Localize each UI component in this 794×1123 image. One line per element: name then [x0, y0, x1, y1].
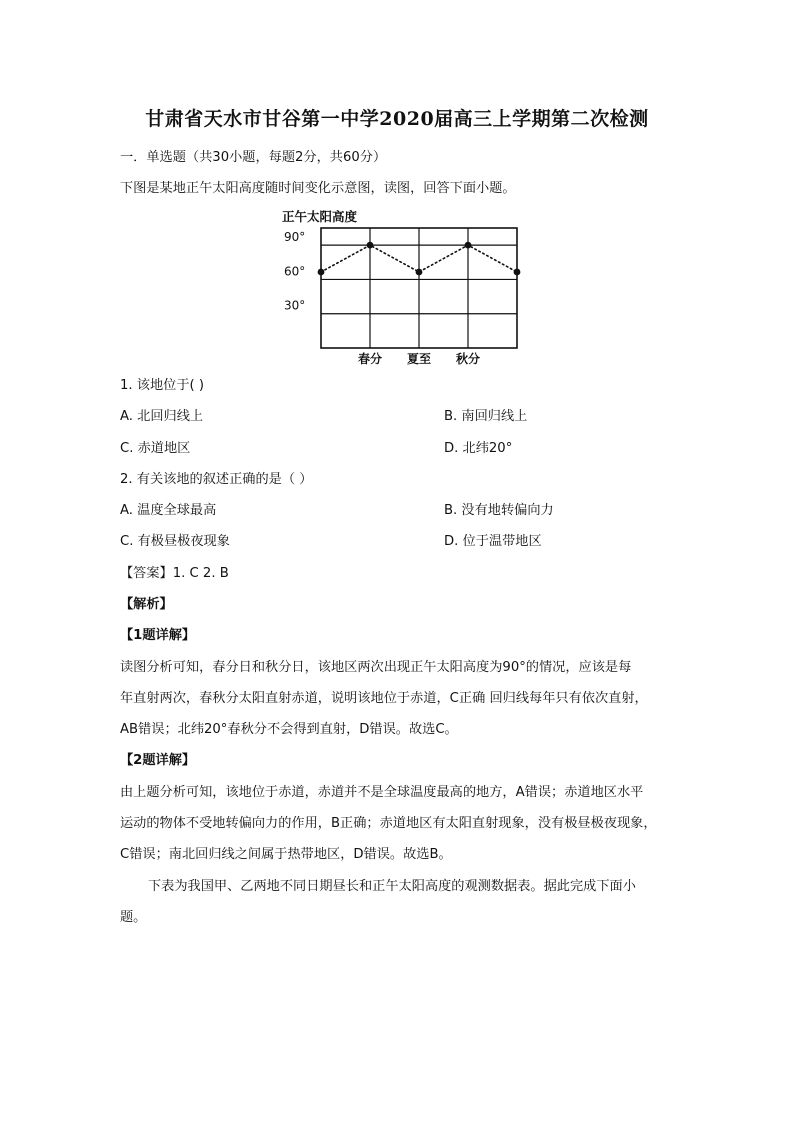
q2-option-d: D. 位于温带地区 [444, 534, 542, 549]
next-intro-line-1: 下表为我国甲、乙两地不同日期昼长和正午太阳高度的观测数据表。据此完成下面小 [148, 879, 636, 894]
chart-x-tick-label: 春分 [357, 352, 383, 366]
chart-x-tick-label: 夏至 [406, 352, 432, 366]
detail1-line-2: 年直射两次，春秋分太阳直射赤道，说明该地位于赤道，C正确 回归线每年只有依次直射， [120, 691, 648, 706]
chart-y-tick-label: 60° [284, 264, 306, 279]
q1-stem: 1. 该地位于( ) [120, 378, 205, 393]
chart-data-point [465, 242, 472, 249]
detail2-line-2: 运动的物体不受地转偏向力的作用，B正确；赤道地区有太阳直射现象，没有极昼极夜现象， [120, 816, 657, 831]
noon-sun-altitude-chart [270, 207, 530, 367]
chart-y-tick-label: 30° [284, 298, 306, 313]
detail2-label: 【2题详解】 [120, 753, 196, 768]
next-intro-line-2: 题。 [120, 910, 147, 925]
chart-data-point [416, 269, 423, 276]
chart-title: 正午太阳高度 [282, 209, 358, 224]
q2-stem: 2. 有关该地的叙述正确的是（ ） [120, 472, 313, 487]
detail2-line-1: 由上题分析可知，该地位于赤道，赤道并不是全球温度最高的地方，A错误；赤道地区水平 [120, 785, 644, 800]
chart-data-point [514, 269, 521, 276]
q2-option-b: B. 没有地转偏向力 [444, 503, 554, 518]
chart-svg [270, 207, 530, 367]
question-intro: 下图是某地正午太阳高度随时间变化示意图，读图，回答下面小题。 [120, 181, 516, 196]
chart-x-tick-label: 秋分 [455, 352, 481, 366]
q2-option-a: A. 温度全球最高 [120, 503, 217, 518]
chart-grid [321, 228, 517, 348]
detail2-line-3: C错误；南北回归线之间属于热带地区，D错误。故选B。 [120, 847, 452, 862]
q1-option-b: B. 南回归线上 [444, 409, 528, 424]
q1-option-d: D. 北纬20° [444, 441, 513, 456]
detail1-label: 【1题详解】 [120, 628, 196, 643]
answer-line: 【答案】1. C 2. B [120, 566, 229, 581]
detail1-line-1: 读图分析可知，春分日和秋分日，该地区两次出现正午太阳高度为90°的情况，应该是每 [120, 660, 632, 675]
chart-y-ticks [284, 230, 305, 313]
chart-x-ticks [358, 351, 480, 366]
chart-y-tick-label: 90° [284, 230, 306, 245]
q1-option-c: C. 赤道地区 [120, 441, 191, 456]
section-heading: 一．单选题（共30小题，每题2分，共60分） [120, 150, 387, 165]
q1-option-a: A. 北回归线上 [120, 409, 204, 424]
chart-data-point [367, 242, 374, 249]
analysis-label: 【解析】 [120, 597, 173, 612]
document-title: 甘肃省天水市甘谷第一中学2020届高三上学期第二次检测 [145, 108, 649, 130]
chart-data-point [318, 269, 325, 276]
q2-option-c: C. 有极昼极夜现象 [120, 534, 230, 549]
detail1-line-3: AB错误；北纬20°春秋分不会得到直射，D错误。故选C。 [120, 722, 458, 737]
